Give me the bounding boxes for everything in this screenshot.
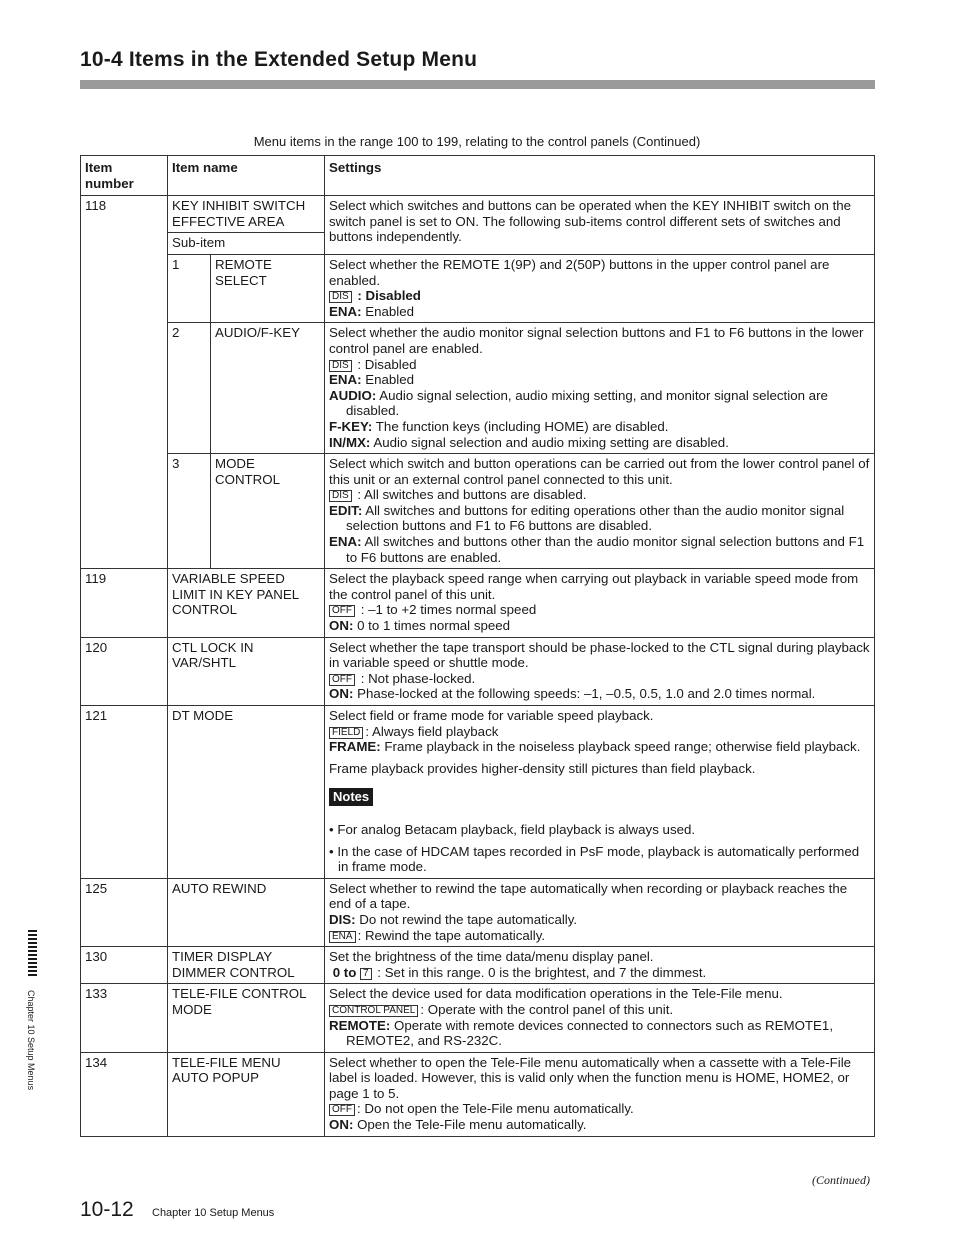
note-item: • For analog Betacam playback, field playback is always used.	[329, 821, 696, 837]
item-number: 118	[81, 196, 168, 569]
subitem-number: 3	[168, 454, 211, 569]
continued-note: (Continued)	[812, 1173, 870, 1187]
item-name: DT MODE	[168, 706, 325, 879]
default-value-box: ENA	[329, 931, 356, 943]
item-settings: Select field or frame mode for variable speed playback. FIELD : Always field playback FRAME: Frame playback in the noiseless playback speed range; otherwise field playback. Frame playback provides higher-density still pictures than field playback. Notes • For analog Betacam playback, field playback is always used. • In the case of HDCAM tapes recorded in PsF mode, playback is automatically performed in frame mode.	[325, 706, 875, 879]
subitem-row	[81, 323, 875, 454]
item-number: 120	[81, 637, 168, 705]
table-row	[81, 196, 875, 233]
item-name: TIMER DISPLAY DIMMER CONTROL	[168, 947, 325, 984]
header-settings: Settings	[325, 156, 875, 196]
item-number: 130	[81, 947, 168, 984]
item-settings: Select whether to open the Tele-File menu automatically when a cassette with a Tele-File label is loaded. However, this is valid only when the function menu is HOME, HOME2, or page 1 to 5. OFF : Do not open the Tele-File menu automatically. ON: Open the Tele-File menu automatically.	[325, 1052, 875, 1136]
header-item-name: Item name	[168, 156, 325, 196]
chapter-tab-marker	[28, 930, 37, 976]
subitem-name: REMOTE SELECT	[211, 254, 325, 322]
subitem-label: Sub-item	[168, 233, 325, 255]
default-value-box: OFF	[329, 1104, 355, 1116]
item-number: 119	[81, 569, 168, 637]
subitem-row	[81, 254, 875, 322]
item-name: VARIABLE SPEED LIMIT IN KEY PANEL CONTROL	[168, 569, 325, 637]
table-caption: Menu items in the range 100 to 199, relating to the control panels (Continued)	[253, 134, 701, 149]
item-settings: Select the playback speed range when carrying out playback in variable speed mode from the control panel of this unit. OFF : –1 to +2 times normal speed ON: 0 to 1 times normal speed	[325, 569, 875, 637]
item-number: 133	[81, 984, 168, 1052]
subitem-name: MODE CONTROL	[211, 454, 325, 569]
table-row	[81, 878, 875, 946]
title-rule	[80, 80, 875, 89]
item-name: TELE-FILE CONTROL MODE	[168, 984, 325, 1052]
default-value-box: DIS	[329, 291, 352, 303]
subitem-number: 1	[168, 254, 211, 322]
default-value-box: FIELD	[329, 727, 363, 739]
default-value-box: 7	[360, 968, 372, 980]
table-row	[81, 1052, 875, 1136]
subitem-name: AUDIO/F-KEY	[211, 323, 325, 454]
item-settings: Select the device used for data modification operations in the Tele-File menu. CONTROL PANEL : Operate with the control panel of this unit. REMOTE: Operate with remote devices connected to connectors such as REMOTE1, REMOTE2, and RS-232C.	[325, 984, 875, 1052]
default-value-box: CONTROL PANEL	[329, 1005, 418, 1017]
note-item: • In the case of HDCAM tapes recorded in PsF mode, playback is automatically performed in frame mode.	[329, 843, 860, 875]
subitem-settings: Select whether the REMOTE 1(9P) and 2(50P) buttons in the upper control panel are enabled. DIS : Disabled ENA: Enabled	[325, 254, 875, 322]
item-settings: Set the brightness of the time data/menu display panel. 0 to 7 : Set in this range. 0 is the brightest, and 7 the dimmest.	[325, 947, 875, 984]
table-row	[81, 706, 875, 879]
item-number: 134	[81, 1052, 168, 1136]
side-chapter-label: Chapter 10 Setup Menus	[26, 990, 36, 1091]
default-value-box: OFF	[329, 605, 355, 617]
subitem-number: 2	[168, 323, 211, 454]
item-settings: Select which switches and buttons can be operated when the KEY INHIBIT switch on the switch panel is set to ON. The following sub-items control different sets of switches and buttons independently.	[325, 196, 875, 255]
item-name: CTL LOCK IN VAR/SHTL	[168, 637, 325, 705]
subitem-settings: Select whether the audio monitor signal selection buttons and F1 to F6 buttons in the lower control panel are enabled. DIS : Disabled ENA: Enabled AUDIO: Audio signal selection, audio mixing setting, and monitor signal selection are disabled. F-KEY: The function keys (including HOME) are disabled. IN/MX: Audio signal selection and audio mixing setting are disabled.	[325, 323, 875, 454]
table-header-row	[81, 156, 875, 196]
item-name: AUTO REWIND	[168, 878, 325, 946]
table-row	[81, 984, 875, 1052]
item-settings: Select whether the tape transport should be phase-locked to the CTL signal during playback in variable speed or shuttle mode. OFF : Not phase-locked. ON: Phase-locked at the following speeds: –1, –0.5, 0.5, 1.0 and 2.0 times normal.	[325, 637, 875, 705]
table-row	[81, 569, 875, 637]
table-row	[81, 637, 875, 705]
item-number: 125	[81, 878, 168, 946]
item-name: KEY INHIBIT SWITCH EFFECTIVE AREA	[168, 196, 325, 233]
default-value-box: OFF	[329, 674, 355, 686]
item-name: TELE-FILE MENU AUTO POPUP	[168, 1052, 325, 1136]
subitem-settings: Select which switch and button operations can be carried out from the lower control panel of this unit or an external control panel connected to this unit. DIS : All switches and buttons are disabled. EDIT: All switches and buttons for editing operations other than the audio monitor signal selection buttons and F1 to F6 buttons are disabled. ENA: All switches and buttons other than the audio monitor signal selection buttons and F1 to F6 buttons are enabled.	[325, 454, 875, 569]
item-settings: Select whether to rewind the tape automatically when recording or playback reaches the end of a tape. DIS: Do not rewind the tape automatically. ENA : Rewind the tape automatically.	[325, 878, 875, 946]
default-value-box: DIS	[329, 490, 352, 502]
page-number: 10-12	[80, 1198, 134, 1221]
item-number: 121	[81, 706, 168, 879]
footer-chapter: Chapter 10 Setup Menus	[152, 1207, 275, 1219]
page-title: 10-4 Items in the Extended Setup Menu	[80, 48, 478, 71]
settings-table	[80, 155, 875, 1137]
notes-label: Notes	[329, 788, 373, 806]
subitem-row	[81, 454, 875, 569]
table-row	[81, 947, 875, 984]
header-item-number: Item number	[81, 156, 168, 196]
default-value-box: DIS	[329, 360, 352, 372]
